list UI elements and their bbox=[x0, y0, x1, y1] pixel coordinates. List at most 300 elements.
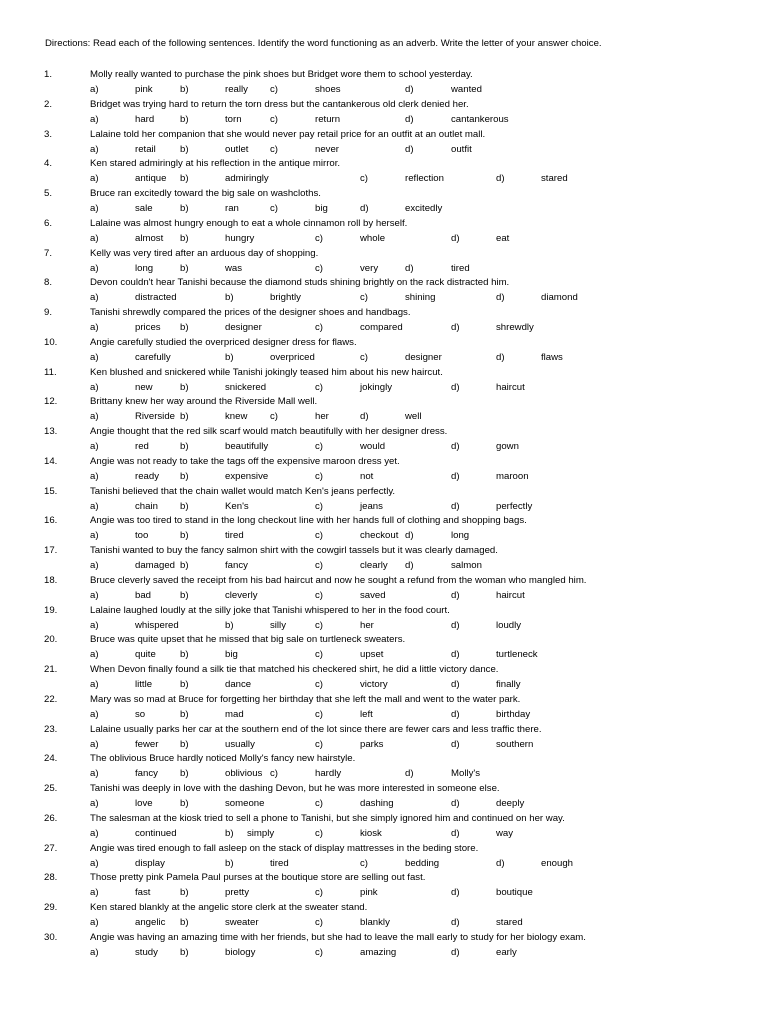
choice-word: haircut bbox=[496, 381, 525, 393]
choice-letter: a) bbox=[90, 232, 99, 244]
choice-letter: b) bbox=[180, 411, 189, 423]
choice-letter: d) bbox=[451, 917, 460, 928]
question-number: 8. bbox=[44, 277, 53, 289]
choice-word: distracted bbox=[135, 292, 177, 304]
question-sentence: Angie thought that the red silk scarf would match beautifully with her designer dress. bbox=[90, 426, 448, 437]
choice-letter: d) bbox=[360, 203, 369, 214]
choice-letter: d) bbox=[405, 768, 414, 780]
choice-letter: d) bbox=[451, 649, 460, 661]
answer-choices bbox=[0, 828, 768, 841]
choice-word: victory bbox=[360, 679, 388, 690]
choice-letter: b) bbox=[180, 679, 189, 690]
question-sentence: Bruce was quite upset that he missed that big sale on turtleneck sweaters. bbox=[90, 634, 406, 646]
choice-word: dance bbox=[225, 679, 252, 690]
question-sentence: Lalaine was almost hungry enough to eat a whole cinnamon roll by herself. bbox=[90, 217, 408, 229]
choice-letter: b) bbox=[180, 560, 189, 571]
choice-word: cantankerous bbox=[451, 113, 509, 125]
choice-word: her bbox=[315, 411, 329, 423]
answer-choices bbox=[0, 768, 768, 781]
choice-letter: b) bbox=[180, 946, 189, 958]
question-number: 6. bbox=[44, 217, 53, 229]
choice-word: salmon bbox=[451, 560, 482, 571]
question-number: 9. bbox=[44, 307, 53, 318]
question-number: 22. bbox=[44, 693, 58, 705]
choice-letter: a) bbox=[90, 470, 99, 482]
question-item bbox=[0, 248, 768, 278]
choice-letter: a) bbox=[90, 827, 99, 839]
question-item bbox=[0, 396, 768, 426]
choice-word: hard bbox=[135, 113, 155, 125]
choice-word: damaged bbox=[135, 560, 176, 571]
question-number: 1. bbox=[44, 69, 53, 80]
answer-choices bbox=[0, 858, 768, 871]
question-item bbox=[0, 575, 768, 605]
choice-letter: a) bbox=[90, 589, 99, 601]
choice-letter: c) bbox=[315, 738, 323, 750]
choice-word: jokingly bbox=[360, 381, 392, 393]
question-item bbox=[0, 426, 768, 456]
choice-word: finally bbox=[496, 679, 521, 690]
choice-letter: a) bbox=[90, 768, 99, 780]
question-sentence: The oblivious Bruce hardly noticed Molly's fancy new hairstyle. bbox=[90, 753, 356, 765]
choice-word: mad bbox=[225, 708, 244, 720]
answer-choices bbox=[0, 144, 768, 157]
question-sentence: Tanishi was deeply in love with the dashing Devon, but he was more interested in someone else. bbox=[90, 783, 500, 794]
question-item bbox=[0, 545, 768, 575]
choice-letter: a) bbox=[90, 887, 99, 899]
choice-word: designer bbox=[405, 351, 442, 363]
choice-letter: c) bbox=[315, 500, 323, 512]
choice-word: silly bbox=[270, 619, 286, 631]
choice-word: antique bbox=[135, 173, 167, 185]
choice-word: Riverside bbox=[135, 411, 175, 423]
choice-word: flaws bbox=[541, 351, 563, 363]
question-number: 11. bbox=[44, 366, 57, 378]
choice-letter: a) bbox=[90, 917, 99, 928]
choice-word: haircut bbox=[496, 589, 525, 601]
choice-word: boutique bbox=[496, 887, 533, 899]
question-item bbox=[0, 634, 768, 664]
question-number: 23. bbox=[44, 723, 58, 735]
choice-letter: b) bbox=[180, 530, 189, 542]
choice-word: not bbox=[360, 470, 374, 482]
choice-letter: b) bbox=[180, 470, 189, 482]
choice-letter: d) bbox=[451, 679, 460, 690]
question-item bbox=[0, 188, 768, 218]
choice-letter: a) bbox=[90, 262, 99, 274]
choice-letter: d) bbox=[451, 381, 460, 393]
choice-letter: c) bbox=[360, 173, 368, 185]
question-number: 18. bbox=[44, 574, 58, 586]
choice-letter: c) bbox=[360, 351, 368, 363]
choice-word: stared bbox=[496, 917, 523, 928]
choice-letter: a) bbox=[90, 143, 99, 155]
choice-letter: c) bbox=[315, 441, 323, 452]
question-sentence: Lalaine laughed loudly at the silly joke that Tanishi whispered to her in the food court. bbox=[90, 604, 450, 616]
choice-word: never bbox=[315, 143, 339, 155]
choice-letter: a) bbox=[90, 857, 99, 869]
choice-letter: d) bbox=[451, 827, 460, 839]
choice-letter: c) bbox=[360, 292, 368, 304]
choice-word: beautifully bbox=[225, 441, 269, 452]
choice-word: study bbox=[135, 946, 158, 958]
question-number: 21. bbox=[44, 664, 58, 675]
choice-word: whispered bbox=[135, 619, 179, 631]
question-number: 2. bbox=[44, 98, 53, 110]
question-number: 5. bbox=[44, 188, 53, 199]
choice-letter: b) bbox=[180, 232, 189, 244]
question-item bbox=[0, 515, 768, 545]
question-item bbox=[0, 158, 768, 188]
choice-letter: a) bbox=[90, 113, 99, 125]
choice-word: turtleneck bbox=[496, 649, 538, 661]
choice-word: dashing bbox=[360, 798, 394, 809]
choice-letter: a) bbox=[90, 530, 99, 542]
choice-word: bad bbox=[135, 589, 152, 601]
choice-word: was bbox=[225, 262, 243, 274]
choice-word: prices bbox=[135, 322, 161, 333]
question-number: 24. bbox=[44, 753, 58, 765]
choice-letter: d) bbox=[405, 84, 414, 95]
choice-letter: b) bbox=[225, 827, 234, 839]
choice-letter: d) bbox=[451, 738, 460, 750]
choice-letter: b) bbox=[180, 500, 189, 512]
answer-choices bbox=[0, 530, 768, 543]
answer-choices bbox=[0, 739, 768, 752]
choice-letter: d) bbox=[451, 322, 460, 333]
choice-letter: a) bbox=[90, 84, 99, 95]
question-sentence: Angie was having an amazing time with her friends, but she had to leave the mall early to study for her biology exam. bbox=[90, 931, 586, 943]
question-item bbox=[0, 277, 768, 307]
choice-word: outlet bbox=[225, 143, 249, 155]
question-sentence: Bruce ran excitedly toward the big sale on washcloths. bbox=[90, 188, 321, 199]
answer-choices bbox=[0, 411, 768, 424]
choice-word: cleverly bbox=[225, 589, 258, 601]
question-sentence: Those pretty pink Pamela Paul purses at the boutique store are selling out fast. bbox=[90, 872, 426, 884]
choice-word: hardly bbox=[315, 768, 342, 780]
answer-choices bbox=[0, 322, 768, 335]
question-sentence: Ken stared admiringly at his reflection in the antique mirror. bbox=[90, 158, 341, 170]
choice-word: outfit bbox=[451, 143, 472, 155]
answer-choices bbox=[0, 887, 768, 900]
choice-word: early bbox=[496, 946, 517, 958]
choice-word: so bbox=[135, 708, 146, 720]
question-number: 13. bbox=[44, 426, 58, 437]
choice-word: enough bbox=[541, 857, 574, 869]
choice-letter: b) bbox=[180, 203, 189, 214]
choice-letter: a) bbox=[90, 798, 99, 809]
question-number: 16. bbox=[44, 515, 58, 527]
choice-letter: d) bbox=[405, 113, 414, 125]
question-number: 7. bbox=[44, 247, 53, 259]
answer-choices bbox=[0, 649, 768, 662]
choice-letter: c) bbox=[270, 143, 278, 155]
choice-word: continued bbox=[135, 827, 177, 839]
choice-word: oblivious bbox=[225, 768, 263, 780]
choice-letter: c) bbox=[270, 113, 278, 125]
question-item bbox=[0, 218, 768, 248]
choice-letter: d) bbox=[496, 292, 505, 304]
answer-choices bbox=[0, 292, 768, 305]
choice-letter: d) bbox=[451, 946, 460, 958]
question-number: 25. bbox=[44, 783, 58, 794]
choice-letter: d) bbox=[451, 887, 460, 899]
choice-word: love bbox=[135, 798, 153, 809]
choice-word: long bbox=[135, 262, 154, 274]
choice-letter: b) bbox=[180, 708, 189, 720]
choice-word: brightly bbox=[270, 292, 301, 304]
question-item bbox=[0, 605, 768, 635]
question-sentence: Devon couldn't hear Tanishi because the diamond studs shining brightly on the rack distracted him. bbox=[90, 277, 510, 289]
choice-letter: a) bbox=[90, 738, 99, 750]
choice-letter: b) bbox=[180, 649, 189, 661]
choice-word: jeans bbox=[360, 500, 383, 512]
choice-word: clearly bbox=[360, 560, 388, 571]
choice-letter: d) bbox=[451, 619, 460, 631]
answer-choices bbox=[0, 947, 768, 960]
question-item bbox=[0, 902, 768, 932]
choice-word: eat bbox=[496, 232, 510, 244]
choice-letter: b) bbox=[180, 738, 189, 750]
question-sentence: Angie was tired enough to fall asleep on the stack of display mattresses in the beding store. bbox=[90, 842, 479, 854]
choice-word: someone bbox=[225, 798, 265, 809]
choice-word: Molly's bbox=[451, 768, 481, 780]
choice-word: birthday bbox=[496, 708, 531, 720]
choice-letter: c) bbox=[270, 203, 278, 214]
choice-word: whole bbox=[360, 232, 386, 244]
choice-word: pink bbox=[135, 84, 153, 95]
choice-word: tired bbox=[451, 262, 470, 274]
choice-letter: b) bbox=[180, 441, 189, 452]
question-item bbox=[0, 129, 768, 159]
choice-letter: b) bbox=[180, 381, 189, 393]
choice-letter: c) bbox=[315, 887, 323, 899]
choice-letter: c) bbox=[315, 381, 323, 393]
choice-word: sale bbox=[135, 203, 153, 214]
question-item bbox=[0, 69, 768, 99]
choice-word: parks bbox=[360, 738, 384, 750]
choice-letter: d) bbox=[451, 500, 460, 512]
choice-letter: b) bbox=[180, 887, 189, 899]
choice-letter: c) bbox=[315, 827, 323, 839]
choice-letter: c) bbox=[315, 589, 323, 601]
choice-word: bedding bbox=[405, 857, 440, 869]
choice-word: pretty bbox=[225, 887, 249, 899]
choice-letter: d) bbox=[451, 708, 460, 720]
choice-letter: d) bbox=[451, 798, 460, 809]
choice-letter: d) bbox=[496, 857, 505, 869]
choice-letter: d) bbox=[451, 470, 460, 482]
answer-choices bbox=[0, 620, 768, 633]
choice-word: ready bbox=[135, 470, 159, 482]
choice-word: diamond bbox=[541, 292, 578, 304]
choice-letter: a) bbox=[90, 351, 99, 363]
question-number: 26. bbox=[44, 812, 58, 824]
choice-word: very bbox=[360, 262, 379, 274]
question-sentence: Molly really wanted to purchase the pink shoes but Bridget wore them to school yesterday. bbox=[90, 69, 473, 80]
choice-word: left bbox=[360, 708, 373, 720]
choice-word: chain bbox=[135, 500, 158, 512]
question-sentence: Angie was not ready to take the tags off the expensive maroon dress yet. bbox=[90, 455, 400, 467]
choice-letter: b) bbox=[225, 351, 234, 363]
choice-letter: b) bbox=[180, 917, 189, 928]
choice-word: overpriced bbox=[270, 351, 315, 363]
choice-word: hungry bbox=[225, 232, 255, 244]
answer-choices bbox=[0, 233, 768, 246]
choice-word: usually bbox=[225, 738, 255, 750]
choice-word: biology bbox=[225, 946, 256, 958]
choice-word: saved bbox=[360, 589, 386, 601]
choice-word: maroon bbox=[496, 470, 529, 482]
choice-letter: b) bbox=[180, 768, 189, 780]
question-sentence: Tanishi wanted to buy the fancy salmon shirt with the cowgirl tassels but it was clearly damaged. bbox=[90, 545, 498, 556]
answer-choices bbox=[0, 203, 768, 216]
choice-letter: b) bbox=[225, 292, 234, 304]
choice-letter: b) bbox=[180, 84, 189, 95]
answer-choices bbox=[0, 917, 768, 930]
question-sentence: Mary was so mad at Bruce for forgetting her birthday that she left the mall and went to the water park. bbox=[90, 693, 521, 705]
question-item bbox=[0, 367, 768, 397]
answer-choices bbox=[0, 798, 768, 811]
choice-word: big bbox=[225, 649, 238, 661]
choice-word: loudly bbox=[496, 619, 522, 631]
choice-word: ran bbox=[225, 203, 239, 214]
choice-letter: d) bbox=[405, 143, 414, 155]
choice-word: stared bbox=[541, 173, 568, 185]
choice-letter: c) bbox=[270, 411, 278, 423]
question-item bbox=[0, 932, 768, 962]
directions-text: Directions: Read each of the following sentences. Identify the word functioning as an adverb. Write the letter of your answer choice. bbox=[45, 38, 602, 49]
answer-choices bbox=[0, 173, 768, 186]
question-number: 14. bbox=[44, 455, 58, 467]
question-item bbox=[0, 694, 768, 724]
question-sentence: Angie carefully studied the overpriced designer dress for flaws. bbox=[90, 336, 357, 348]
choice-word: retail bbox=[135, 143, 156, 155]
choice-letter: c) bbox=[315, 560, 323, 571]
question-sentence: Angie was too tired to stand in the long checkout line with her hands full of clothing and shopping bags. bbox=[90, 515, 527, 527]
choice-letter: a) bbox=[90, 560, 99, 571]
answer-choices bbox=[0, 679, 768, 692]
question-item bbox=[0, 753, 768, 783]
choice-word: upset bbox=[360, 649, 384, 661]
question-item bbox=[0, 872, 768, 902]
question-item bbox=[0, 813, 768, 843]
choice-letter: c) bbox=[270, 84, 278, 95]
choice-letter: c) bbox=[315, 708, 323, 720]
choice-word: perfectly bbox=[496, 500, 533, 512]
choice-letter: a) bbox=[90, 292, 99, 304]
choice-letter: c) bbox=[315, 530, 323, 542]
choice-word: admiringly bbox=[225, 173, 269, 185]
question-sentence: Tanishi shrewdly compared the prices of the designer shoes and handbags. bbox=[90, 307, 411, 318]
choice-letter: a) bbox=[90, 322, 99, 333]
choice-word: angelic bbox=[135, 917, 166, 928]
choice-letter: d) bbox=[496, 351, 505, 363]
choice-letter: b) bbox=[180, 589, 189, 601]
choice-letter: d) bbox=[451, 589, 460, 601]
choice-word: way bbox=[496, 827, 514, 839]
choice-word: fast bbox=[135, 887, 151, 899]
choice-word: new bbox=[135, 381, 153, 393]
question-number: 29. bbox=[44, 902, 58, 913]
choice-word: shrewdly bbox=[496, 322, 534, 333]
answer-choices bbox=[0, 263, 768, 276]
choice-word: fancy bbox=[225, 560, 248, 571]
choice-word: red bbox=[135, 441, 149, 452]
question-sentence: Ken stared blankly at the angelic store clerk at the sweater stand. bbox=[90, 902, 368, 913]
question-number: 3. bbox=[44, 128, 53, 140]
question-sentence: Ken blushed and snickered while Tanishi jokingly teased him about his new haircut. bbox=[90, 366, 443, 378]
choice-word: deeply bbox=[496, 798, 525, 809]
question-number: 30. bbox=[44, 931, 58, 943]
choice-letter: a) bbox=[90, 708, 99, 720]
choice-word: too bbox=[135, 530, 149, 542]
choice-letter: d) bbox=[451, 441, 460, 452]
choice-word: pink bbox=[360, 887, 378, 899]
question-item bbox=[0, 664, 768, 694]
choice-word: simply bbox=[247, 827, 275, 839]
choice-letter: c) bbox=[315, 232, 323, 244]
question-item bbox=[0, 456, 768, 486]
question-number: 4. bbox=[44, 158, 53, 170]
question-sentence: Lalaine usually parks her car at the southern end of the lot since there are fewer cars and less traffic there. bbox=[90, 723, 542, 735]
choice-letter: b) bbox=[180, 262, 189, 274]
choice-word: designer bbox=[225, 322, 262, 333]
choice-word: knew bbox=[225, 411, 248, 423]
choice-word: little bbox=[135, 679, 153, 690]
question-sentence: Kelly was very tired after an arduous day of shopping. bbox=[90, 247, 319, 259]
question-item bbox=[0, 843, 768, 873]
question-item bbox=[0, 307, 768, 337]
choice-letter: d) bbox=[496, 173, 505, 185]
question-item bbox=[0, 783, 768, 813]
choice-word: blankly bbox=[360, 917, 390, 928]
choice-letter: c) bbox=[315, 798, 323, 809]
choice-letter: c) bbox=[315, 262, 323, 274]
choice-letter: b) bbox=[225, 619, 234, 631]
question-sentence: Bruce cleverly saved the receipt from his bad haircut and now he sought a refund from the woman who mangled him. bbox=[90, 574, 587, 586]
choice-word: tired bbox=[270, 857, 289, 869]
question-number: 12. bbox=[44, 396, 58, 408]
choice-letter: a) bbox=[90, 679, 99, 690]
choice-letter: a) bbox=[90, 619, 99, 631]
question-number: 15. bbox=[44, 485, 58, 497]
choice-word: fancy bbox=[135, 768, 158, 780]
choice-letter: a) bbox=[90, 649, 99, 661]
choice-word: quite bbox=[135, 649, 156, 661]
choice-word: reflection bbox=[405, 173, 444, 185]
choice-word: shoes bbox=[315, 84, 341, 95]
choice-letter: c) bbox=[270, 768, 278, 780]
choice-word: snickered bbox=[225, 381, 267, 393]
answer-choices bbox=[0, 352, 768, 365]
question-number: 27. bbox=[44, 842, 58, 854]
question-number: 19. bbox=[44, 604, 58, 616]
question-number: 20. bbox=[44, 634, 58, 646]
question-sentence: When Devon finally found a silk tie that matched his checkered shirt, he did a little victory dance. bbox=[90, 664, 499, 675]
choice-letter: b) bbox=[225, 857, 234, 869]
choice-letter: c) bbox=[315, 649, 323, 661]
choice-word: big bbox=[315, 203, 328, 214]
choice-word: well bbox=[405, 411, 422, 423]
question-number: 10. bbox=[44, 336, 58, 348]
choice-letter: a) bbox=[90, 441, 99, 452]
choice-letter: a) bbox=[90, 203, 99, 214]
choice-letter: d) bbox=[405, 530, 414, 542]
choice-word: kiosk bbox=[360, 827, 382, 839]
answer-choices bbox=[0, 84, 768, 97]
choice-letter: c) bbox=[360, 857, 368, 869]
